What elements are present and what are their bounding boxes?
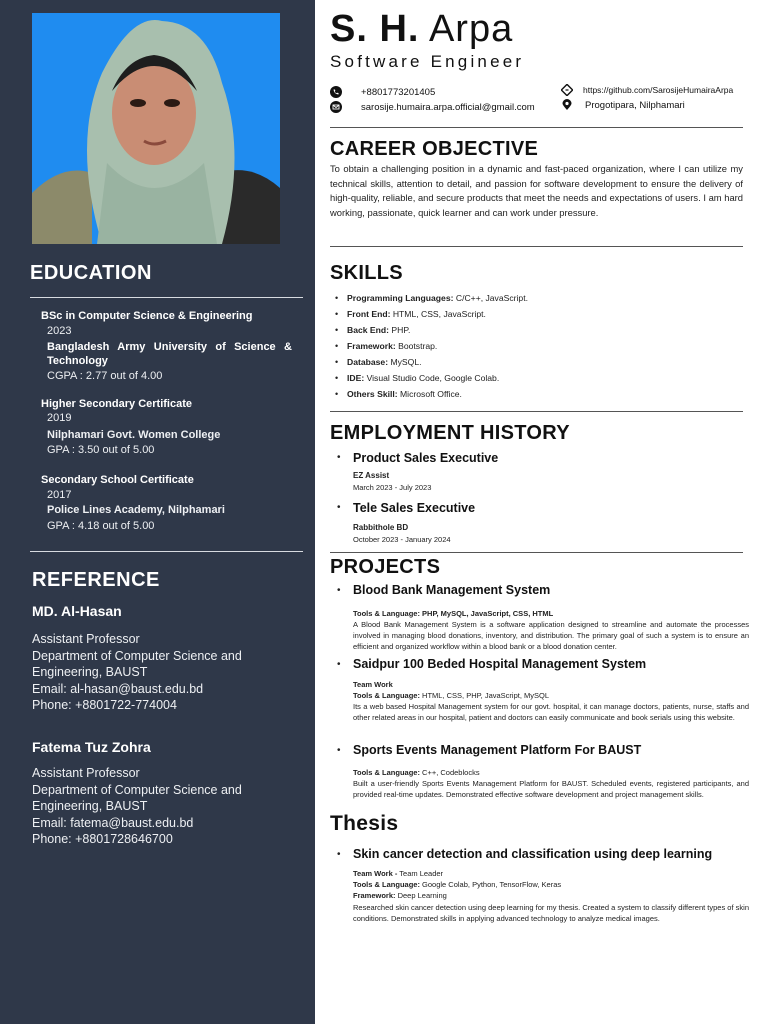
thesis-description: Researched skin cancer detection using deep learning for my thesis. Created a system to classify different types of skin conditions. Demonstrated skills in applying advanced technology to analyze medical images. xyxy=(353,903,749,923)
reference-phone[interactable]: Phone: +8801722-774004 xyxy=(32,698,177,712)
education-result: CGPA : 2.77 out of 4.00 xyxy=(47,370,163,382)
link-icon xyxy=(561,84,573,96)
location: Progotipara, Nilphamari xyxy=(585,100,685,111)
project-title: Sports Events Management Platform For BAUST xyxy=(353,743,642,757)
project-title: Blood Bank Management System xyxy=(353,583,551,597)
project-tools: Tools & Language: HTML, CSS, PHP, JavaScript, MySQL xyxy=(353,691,550,700)
reference-email[interactable]: Email: al-hasan@baust.edu.bd xyxy=(32,681,204,696)
email-address[interactable]: sarosije.humaira.arpa.official@gmail.com xyxy=(361,102,535,113)
reference-details xyxy=(32,765,302,848)
career-objective-heading: CAREER OBJECTIVE xyxy=(330,138,539,160)
education-degree: BSc in Computer Science & Engineering xyxy=(41,310,253,322)
bullet: • xyxy=(337,745,341,756)
career-divider xyxy=(330,246,743,247)
skills-list xyxy=(333,292,528,404)
job-dates: October 2023 - January 2024 xyxy=(353,535,451,544)
email-icon xyxy=(330,101,342,113)
reference-divider xyxy=(30,551,303,552)
education-year: 2017 xyxy=(47,489,72,501)
reference-heading: REFERENCE xyxy=(32,569,160,591)
reference-dept: Department of Computer Science and Engineering, BAUST xyxy=(32,648,242,679)
reference-title: Assistant Professor xyxy=(32,766,140,780)
thesis-framework: Framework: Deep Learning xyxy=(353,891,447,900)
project-description: Its a web based Hospital Management system for our govt. hospital, it can manage doctors, patients, nurse, staffs and other related areas in our hospital, patient and doctors can easily communicate and book serials using this website. xyxy=(353,702,749,722)
full-name: S. H. Arpa xyxy=(330,8,514,50)
skill-item: • Database: MySQL. xyxy=(333,356,528,372)
employment-divider xyxy=(330,552,743,553)
job-dates: March 2023 - July 2023 xyxy=(353,483,432,492)
education-institution: Police Lines Academy, Nilphamari xyxy=(47,504,225,516)
profile-photo xyxy=(32,13,280,244)
projects-heading: PROJECTS xyxy=(330,556,441,578)
employment-heading: EMPLOYMENT HISTORY xyxy=(330,422,570,444)
main-content xyxy=(315,0,768,1024)
skill-item: • Front End: HTML, CSS, JavaScript. xyxy=(333,308,528,324)
project-description: Built a user-friendly Sports Events Management Platform for BAUST. Scheduled events, registered participants, and provided real-time updates. Demonstrated effective software development and project management skills. xyxy=(353,779,749,799)
thesis-heading: Thesis xyxy=(330,812,399,835)
job-title: Product Sales Executive xyxy=(353,451,499,465)
education-heading: EDUCATION xyxy=(30,262,152,284)
education-institution: Bangladesh Army University of Science & Technology xyxy=(47,341,292,367)
skill-item: • Programming Languages: C/C++, JavaScript. xyxy=(333,292,528,308)
skills-heading: SKILLS xyxy=(330,262,403,284)
thesis-title: Skin cancer detection and classification using deep learning xyxy=(353,847,713,861)
reference-name: MD. Al-Hasan xyxy=(32,603,122,619)
thesis-tools: Tools & Language: Google Colab, Python, TensorFlow, Keras xyxy=(353,880,562,889)
skill-item: • Framework: Bootstrap. xyxy=(333,340,528,356)
thesis-team: Team Work - Team Leader xyxy=(353,869,444,878)
phone-number[interactable]: +8801773201405 xyxy=(361,87,436,98)
project-tools: Tools & Language: PHP, MySQL, JavaScript, CSS, HTML xyxy=(353,609,554,618)
bullet: • xyxy=(337,502,341,513)
education-degree: Secondary School Certificate xyxy=(41,474,194,486)
bullet: • xyxy=(337,585,341,596)
job-title: Tele Sales Executive xyxy=(353,501,476,515)
education-year: 2019 xyxy=(47,412,72,424)
reference-details xyxy=(32,631,302,714)
skill-item: • Others Skill: Microsoft Office. xyxy=(333,388,528,404)
github-link[interactable]: https://github.com/SarosijeHumairaArpa xyxy=(583,85,734,95)
job-role: Software Engineer xyxy=(330,52,525,71)
education-degree: Higher Secondary Certificate xyxy=(41,398,192,410)
education-year: 2023 xyxy=(47,325,72,337)
reference-dept: Department of Computer Science and Engineering, BAUST xyxy=(32,782,242,813)
education-divider xyxy=(30,297,303,298)
header-divider xyxy=(330,127,743,128)
skill-item: • Back End: PHP. xyxy=(333,324,528,340)
project-description: A Blood Bank Management System is a software application designed to streamline and automate the processes involved in managing blood donations, inventory, and distribution. The primary goal of such a system is to ensure an efficient and organized workflow within a blood bank or a blood donation center. xyxy=(353,620,749,651)
education-result: GPA : 4.18 out of 5.00 xyxy=(47,520,155,532)
location-pin-icon xyxy=(561,99,573,111)
project-tools: Tools & Language: C++, Codeblocks xyxy=(353,768,480,777)
skill-item: • IDE: Visual Studio Code, Google Colab. xyxy=(333,372,528,388)
bullet: • xyxy=(337,659,341,670)
bullet: • xyxy=(337,452,341,463)
reference-email[interactable]: Email: fatema@baust.edu.bd xyxy=(32,815,194,830)
career-objective-text: To obtain a challenging position in a dynamic and fast-paced organization, where I can utilize my technical skills, attention to detail, and passion for software development to ensure the delivery of high-quality, reliable, and secure products that meet the needs and expectations of users. I am hard working, passionate, quick learner and can work under pressure. xyxy=(330,163,743,218)
reference-title: Assistant Professor xyxy=(32,632,140,646)
sidebar xyxy=(0,0,315,1024)
job-company: Rabbithole BD xyxy=(353,523,409,532)
skills-divider xyxy=(330,411,743,412)
project-team: Team Work xyxy=(353,680,393,689)
education-result: GPA : 3.50 out of 5.00 xyxy=(47,444,155,456)
project-title: Saidpur 100 Beded Hospital Management System xyxy=(353,657,647,671)
phone-icon xyxy=(330,86,342,98)
job-company: EZ Assist xyxy=(353,471,390,480)
reference-name: Fatema Tuz Zohra xyxy=(32,739,151,755)
bullet: • xyxy=(337,849,341,860)
education-institution: Nilphamari Govt. Women College xyxy=(47,429,221,441)
reference-phone[interactable]: Phone: +8801728646700 xyxy=(32,832,173,846)
